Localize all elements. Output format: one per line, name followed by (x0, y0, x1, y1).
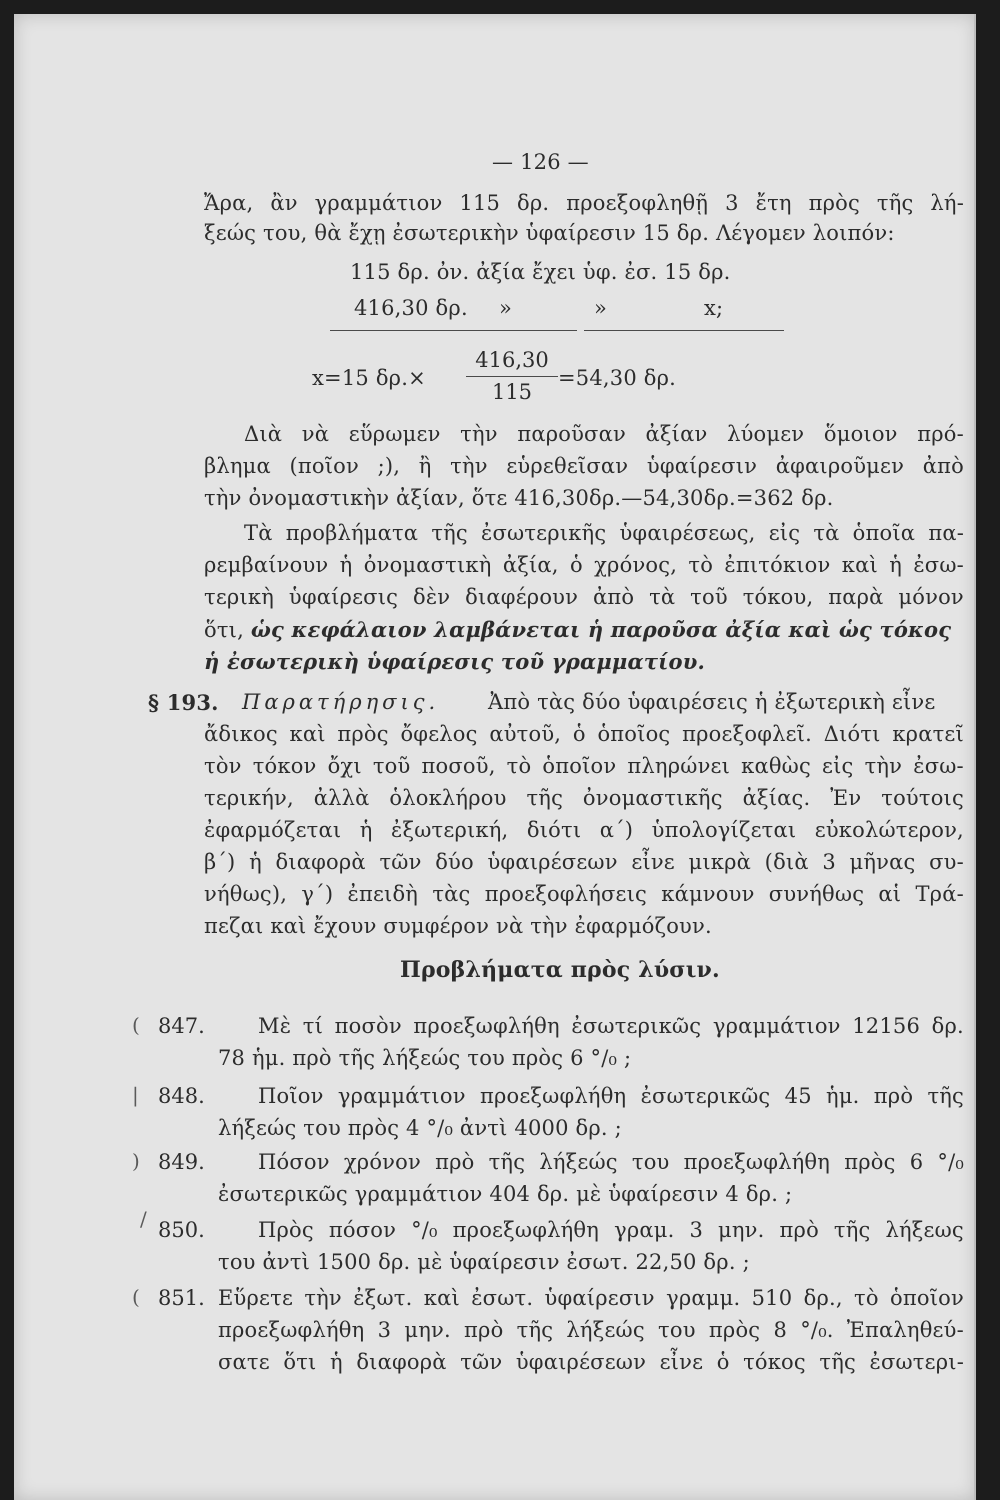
margin-mark: ( (132, 1013, 140, 1037)
intro-line-1: Ἄρα, ἂν γραμμάτιον 115 δρ. προεξοφληθῇ 3 ἔτη πρὸς τῆς λή- (204, 191, 964, 215)
problem-text-line-1: Εὕρετε τὴν ἐξωτ. καὶ ἐσωτ. ὑφαίρεσιν γραμμ. 510 δρ., τὸ ὁποῖον (218, 1286, 964, 1310)
ditto-mark-1: » (499, 296, 513, 320)
fraction-denominator: 115 (491, 380, 533, 404)
para2-line-4-lead: ὅτι, (204, 618, 251, 642)
para2-emphasis: ὡς κεφάλαιον λαμβάνεται ἡ παροῦσα ἀξία καὶ ὡς τόκος (250, 617, 952, 642)
section-line-6: β΄) ἡ διαφορὰ τῶν δύο ὑφαιρέσεων εἶνε μικρὰ (διὰ 3 μῆνας συ- (204, 850, 964, 874)
para1-line-1: Διὰ νὰ εὕρωμεν τὴν παροῦσαν ἀξίαν λύομεν ὅμοιον πρό- (244, 422, 964, 446)
section-line-5: ἐφαρμόζεται ἡ ἐξωτερική, διότι α΄) ὑπολογίζεται εὐκολώτερον, (204, 818, 964, 842)
margin-mark: / (140, 1207, 147, 1231)
problem-text-line-2: 78 ἡμ. πρὸ τῆς λήξεώς του πρὸς 6 °/₀ ; (218, 1046, 632, 1070)
problem-text-line-2: ἐσωτερικῶς γραμμάτιον 404 δρ. μὲ ὑφαίρεσιν 4 δρ. ; (218, 1182, 793, 1206)
section-line-2: ἄδικος καὶ πρὸς ὄφελος αὐτοῦ, ὁ ὁποῖος προεξοφλεῖ. Διότι κρατεῖ (204, 722, 964, 746)
equation-left: x=15 δρ.× (312, 366, 426, 390)
section-title: Παρατήρησις. (242, 690, 440, 714)
fraction-bar (466, 376, 558, 377)
fraction-numerator: 416,30 (475, 348, 549, 372)
problem-text-line-2: του ἀντὶ 1500 δρ. μὲ ὑφαίρεσιν ἐσωτ. 22,50 δρ. ; (218, 1250, 750, 1274)
para2-line-1: Τὰ προβλήματα τῆς ἐσωτερικῆς ὑφαιρέσεως, εἰς τὰ ὁποῖα πα- (244, 521, 964, 545)
problem-text-line-1: Μὲ τί ποσὸν προεξωφλήθη ἐσωτερικῶς γραμμάτιον 12156 δρ. (258, 1014, 964, 1038)
para2-line-3: τερικὴ ὑφαίρεσις δὲν διαφέρουν ἀπὸ τὰ τοῦ τόκου, παρὰ μόνον (204, 585, 964, 609)
section-line-1: Ἀπὸ τὰς δύο ὑφαιρέσεις ἡ ἐξωτερικὴ εἶνε (488, 690, 936, 714)
proportion-unknown: x; (704, 296, 724, 320)
problem-number: 851. (158, 1286, 205, 1310)
para2-line-4 (204, 617, 951, 642)
problem-text-line-3: σατε ὅτι ἡ διαφορὰ τῶν ὑφαιρέσεων εἶνε ὁ τόκος τῆς ἐσωτερι- (218, 1350, 964, 1374)
section-number: § 193. (148, 690, 219, 715)
proportion-row-1: 115 δρ. ὀν. ἀξία ἔχει ὑφ. ἐσ. 15 δρ. (350, 260, 731, 284)
margin-mark: ( (132, 1285, 140, 1309)
intro-line-2: ξεώς του, θὰ ἔχῃ ἐσωτερικὴν ὑφαίρεσιν 15 δρ. Λέγομεν λοιπόν: (204, 221, 895, 245)
problem-number: 847. (158, 1014, 205, 1038)
rule-line-left (330, 330, 577, 331)
section-line-3: τὸν τόκον ὄχι τοῦ ποσοῦ, τὸ ὁποῖον πληρώνει καθὼς εἰς τὴν ἐσω- (204, 754, 964, 778)
equation-result: =54,30 δρ. (558, 366, 677, 390)
page-number: — 126 — (492, 150, 589, 174)
problem-text-line-1: Πόσον χρόνον πρὸ τῆς λήξεώς του προεξωφλήθη πρὸς 6 °/₀ (258, 1150, 964, 1174)
problems-heading: Προβλήματα πρὸς λύσιν. (400, 957, 720, 983)
section-line-4: τερικήν, ἀλλὰ ὁλοκλήρου τῆς ὀνομαστικῆς ἀξίας. Ἐν τούτοις (204, 786, 964, 810)
section-line-7: νήθως), γ΄) ἐπειδὴ τὰς προεξοφλήσεις κάμνουν συνήθως αἱ Τρά- (204, 882, 964, 906)
problem-text-line-2: προεξωφλήθη 3 μην. πρὸ τῆς λήξεώς του πρὸς 8 °/₀. Ἐπαληθεύ- (218, 1318, 964, 1342)
problem-text-line-2: λήξεώς του πρὸς 4 °/₀ ἀντὶ 4000 δρ. ; (218, 1116, 622, 1140)
ditto-mark-2: » (594, 296, 608, 320)
margin-mark: ) (132, 1149, 140, 1173)
problem-number: 849. (158, 1150, 205, 1174)
para2-line-2: ρεμβαίνουν ἡ ὀνομαστικὴ ἀξία, ὁ χρόνος, τὸ ἐπιτόκιον καὶ ἡ ἐσω- (204, 553, 964, 577)
proportion-value: 416,30 δρ. (354, 296, 468, 320)
problem-number: 848. (158, 1084, 205, 1108)
section-line-8: πεζαι καὶ ἔχουν συμφέρον νὰ τὴν ἐφαρμόζουν. (204, 914, 712, 938)
problem-text-line-1: Ποῖον γραμμάτιον προεξωφλήθη ἐσωτερικῶς 45 ἡμ. πρὸ τῆς (258, 1084, 964, 1108)
margin-mark: | (132, 1083, 139, 1107)
para1-line-3: τὴν ὀνομαστικὴν ἀξίαν, ὅτε 416,30δρ.—54,30δρ.=362 δρ. (204, 486, 834, 510)
page-edge (974, 14, 976, 1500)
problem-text-line-1: Πρὸς πόσον °/₀ προεξωφλήθη γραμ. 3 μην. πρὸ τῆς λήξεως (258, 1218, 964, 1242)
para2-line-5: ἡ ἐσωτερικὴ ὑφαίρεσις τοῦ γραμματίου. (204, 649, 706, 674)
problem-number: 850. (158, 1218, 205, 1242)
para1-line-2: βλημα (ποῖον ;), ἢ τὴν εὑρεθεῖσαν ὑφαίρεσιν ἀφαιροῦμεν ἀπὸ (204, 454, 964, 478)
book-page (14, 14, 976, 1500)
rule-line-right (584, 330, 784, 331)
